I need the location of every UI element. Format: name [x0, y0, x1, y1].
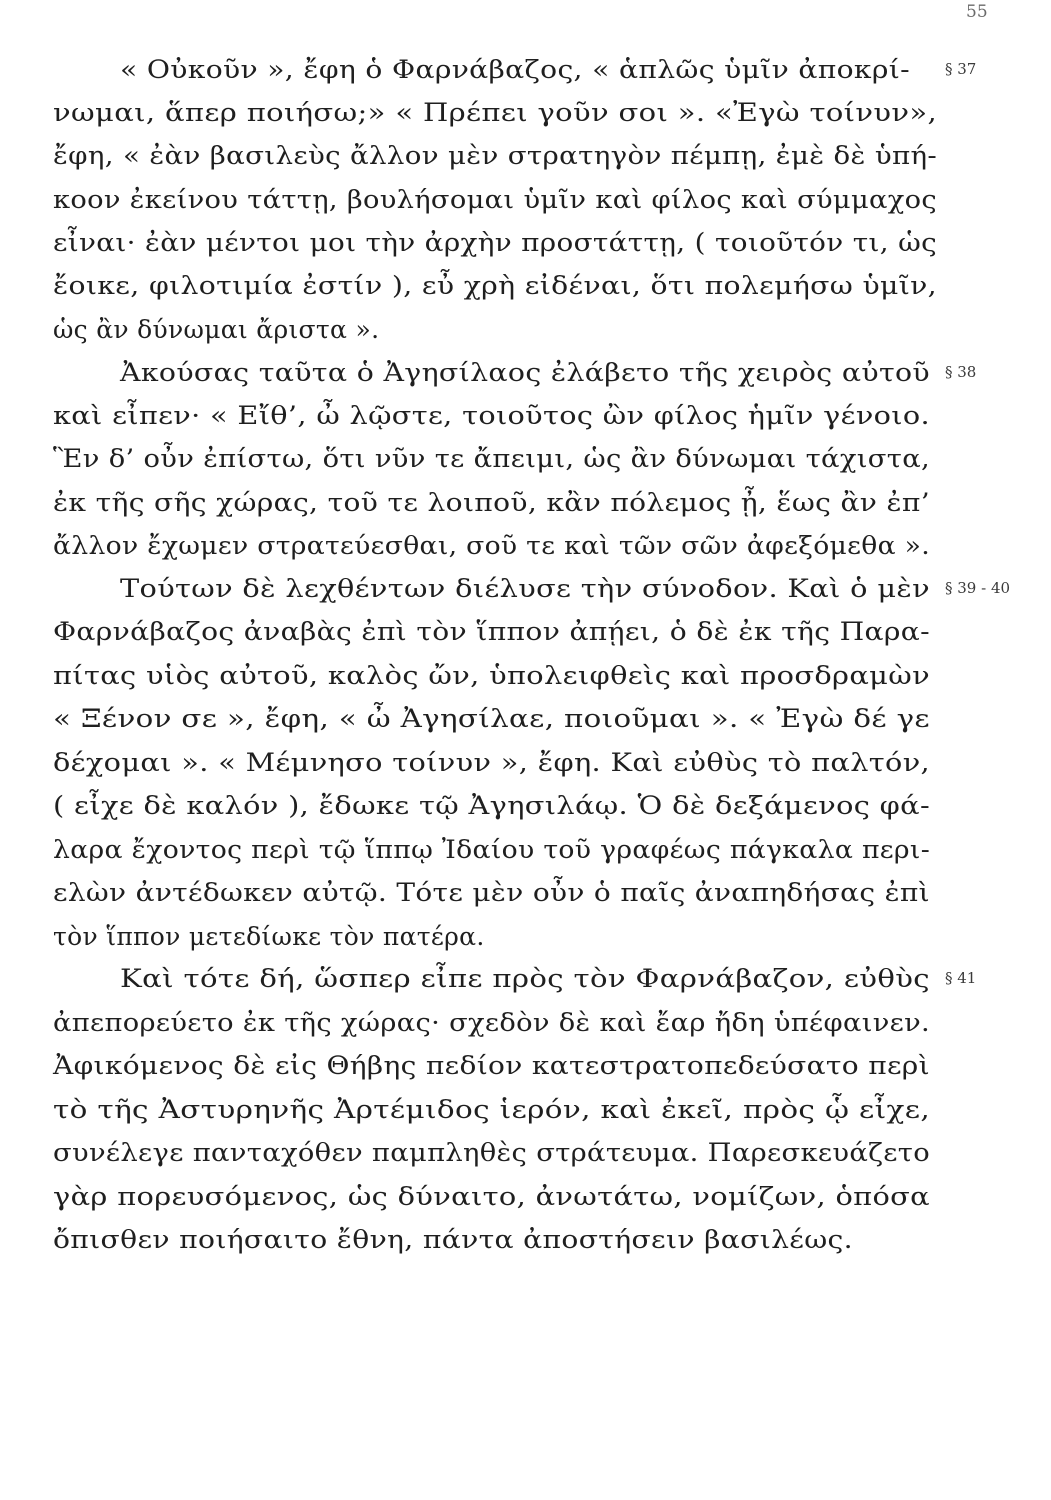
text-line: Ἓν δ’ οὖν ἐπίστω, ὅτι νῦν τε ἄπειμι, ὡς ἂν δύνωμαι τάχιστα, [53, 444, 930, 474]
text-line: Καὶ τότε δή, ὥσπερ εἶπε πρὸς τὸν Φαρνάβαζον, εὐθὺς [120, 964, 930, 994]
section-ref: § 38 [945, 362, 977, 381]
text-line: ἔφη, « ἐὰν βασιλεὺς ἄλλον μὲν στρατηγὸν πέμπῃ, ἐμὲ δὲ ὑπή- [53, 141, 938, 171]
text-line: Ἀφικόμενος δὲ εἰς Θήβης πεδίον κατεστρατοπεδεύσατο περὶ [53, 1051, 930, 1081]
text-line: ἐκ τῆς σῆς χώρας, τοῦ τε λοιποῦ, κἂν πόλεμος ᾖ, ἕως ἂν ἐπ’ [53, 487, 931, 517]
text-line: καὶ εἶπεν· « Εἴθ’, ὦ λῷστε, τοιοῦτος ὢν φίλος ἡμῖν γένοιο. [53, 400, 931, 430]
text-line: ἔοικε, φιλοτιμία ἐστίν ), εὖ χρὴ εἰδέναι, ὅτι πολεμήσω ὑμῖν, [53, 271, 938, 301]
text-line: ἄλλον ἔχωμεν στρατεύεσθαι, σοῦ τε καὶ τῶν σῶν ἀφεξόμεθα ». [53, 531, 931, 561]
text-line: πίτας υἱὸς αὐτοῦ, καλὸς ὤν, ὑπολειφθεὶς καὶ προσδραμὼν [53, 660, 930, 690]
section-ref: § 39 - 40 [945, 578, 1011, 597]
text-line: δέχομαι ». « Μέμνησο τοίνυν », ἔφη. Καὶ εὐθὺς τὸ παλτόν, [53, 747, 931, 777]
text-line: « Οὐκοῦν », ἔφη ὁ Φαρνάβαζος, « ἁπλῶς ὑμῖν ἀποκρί- [120, 55, 911, 84]
page-number: 55 [966, 2, 988, 22]
text-line: ἀπεπορεύετο ἐκ τῆς χώρας· σχεδὸν δὲ καὶ ἔαρ ἤδη ὑπέφαινεν. [53, 1007, 931, 1037]
text-line: εἶναι· ἐὰν μέντοι μοι τὴν ἀρχὴν προστάττῃ, ( τοιοῦτόν τι, ὡς [53, 227, 938, 257]
section-ref: § 37 [945, 60, 977, 78]
text-line: ελὼν ἀντέδωκεν αὐτῷ. Τότε μὲν οὖν ὁ παῖς ἀναπηδήσας ἐπὶ [53, 878, 930, 908]
section-ref: § 41 [945, 969, 977, 988]
text-line: τὸν ἵππον μετεδίωκε τὸν πατέρα. [53, 921, 485, 951]
text-line: λαρα ἔχοντος περὶ τῷ ἵππῳ Ἰδαίου τοῦ γραφέως πάγκαλα περι- [53, 834, 931, 864]
text-line: ὡς ἂν δύνωμαι ἄριστα ». [53, 314, 380, 344]
text-line: Ἀκούσας ταῦτα ὁ Ἀγησίλαος ἐλάβετο τῆς χειρὸς αὐτοῦ [120, 357, 931, 387]
text-line: τὸ τῆς Ἀστυρηνῆς Ἀρτέμιδος ἱερόν, καὶ ἐκεῖ, πρὸς ᾧ εἶχε, [53, 1094, 931, 1124]
text-line: Φαρνάβαζος ἀναβὰς ἐπὶ τὸν ἵππον ἀπῄει, ὁ δὲ ἐκ τῆς Παρα- [53, 617, 930, 647]
text-line: νωμαι, ἅπερ ποιήσω;» « Πρέπει γοῦν σοι ». «Ἐγὼ τοίνυν», [53, 97, 938, 127]
text-line: ( εἶχε δὲ καλόν ), ἔδωκε τῷ Ἀγησιλάῳ. Ὁ δὲ δεξάμενος φά- [53, 791, 931, 821]
text-line: κοον ἐκείνου τάττῃ, βουλήσομαι ὑμῖν καὶ φίλος καὶ σύμμαχος [53, 184, 938, 214]
text-line: « Ξένον σε », ἔφη, « ὦ Ἀγησίλαε, ποιοῦμαι ». « Ἐγὼ δέ γε [53, 704, 930, 734]
text-line: Τούτων δὲ λεχθέντων διέλυσε τὴν σύνοδον. Καὶ ὁ μὲν [120, 573, 930, 603]
text-line: γὰρ πορευσόμενος, ὡς δύναιτο, ἀνωτάτω, νομίζων, ὁπόσα [53, 1181, 931, 1211]
text-line: συνέλεγε πανταχόθεν παμπληθὲς στράτευμα. Παρεσκευάζετο [53, 1138, 931, 1168]
text-line: ὄπισθεν ποιήσαιτο ἔθνη, πάντα ἀποστήσειν βασιλέως. [53, 1225, 853, 1254]
